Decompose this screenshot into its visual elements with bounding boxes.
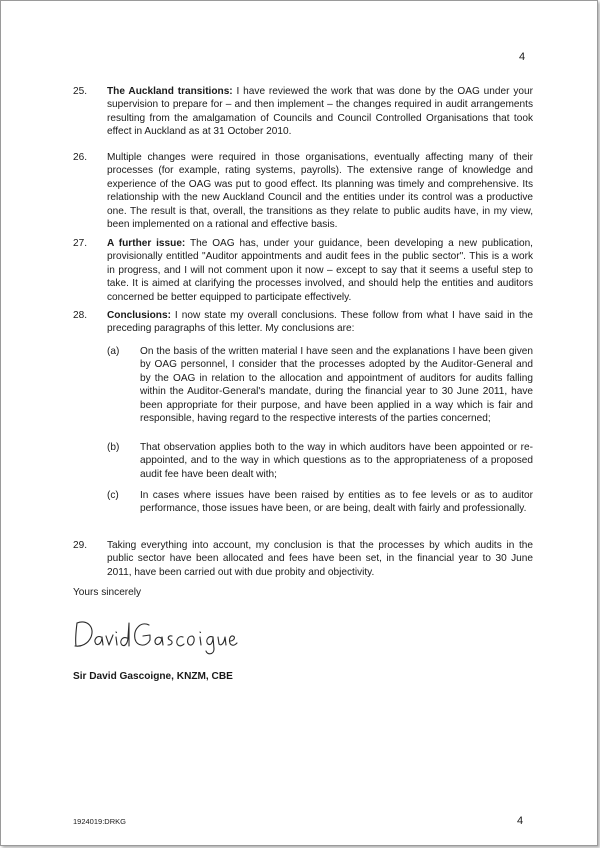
page-number-top: 4 [519,51,526,63]
paragraph-text: I now state my overall conclusions. These follow from what I have said in the preceding paragraphs of this letter. My conclusions are: [107,310,533,335]
paragraph-text: Taking everything into account, my conclusion is that the processes by which audits in the public sector have been allocated and fees have been set, in the financial year to 30 June 2011, have been carried out with due probity and objectivity. [107,540,533,578]
paragraph-number: 28. [73,310,88,321]
paragraph-27 [73,237,533,304]
subpoint-text: That observation applies both to the way in which auditors have been appointed or re-appointed, and to the way in which questions as to the appropriateness of a proposed audit fee have been dealt with; [140,442,533,480]
paragraph-heading: Conclusions: [107,310,171,321]
paragraph-heading: The Auckland transitions: [107,86,233,97]
subpoint-c [107,489,533,516]
subpoint-b [107,441,533,481]
paragraph-number: 29. [73,540,88,551]
paragraph-text: The OAG has, under your guidance, been developing a new publication, provisionally entitled "Auditor appointments and audit fees in the public sector". This is a work in progress, and I will not comment upon it now – except to say that it seems a useful step to take. It is aimed at clarifying the processes involved, and should help the entities and auditors concerned be better equipped to participate effectively. [107,238,533,303]
paragraph-number: 26. [73,152,88,163]
paragraph-25 [73,85,533,139]
subpoint-text: On the basis of the written material I have seen and the explanations I have been given by OAG personnel, I consider that the processes adopted by the Auditor-General and by the OAG in relation to the allocation and appointment of auditors for audits falling within the Auditor-General's mandate, during the financial year to 30 June 2011, have been appropriate for their purpose, and have been applied in a way which is fair and responsible, having regard to the respective interests of the parties concerned; [140,346,533,425]
paragraph-number: 27. [73,238,88,249]
closing-salutation: Yours sincerely [73,587,142,598]
subpoint-a [107,345,533,425]
paragraph-text: I have reviewed the work that was done by the OAG under your supervision to prepare for – and then implement – the changes required in audit arrangements resulting from the amalgamation of Councils and Council Controlled Organisations that took effect in Auckland as at 31 October 2010. [107,86,533,138]
paragraph-29 [73,539,533,579]
subpoint-label: (a) [107,346,120,357]
page-number-bottom: 4 [517,815,524,827]
subpoint-label: (c) [107,490,119,501]
subpoint-text: In cases where issues have been raised by entities as to fee levels or as to auditor performance, those issues have been, or are being, dealt with fairly and professionally. [140,490,533,515]
paragraph-26 [73,151,533,231]
paragraph-28 [73,309,533,336]
handwritten-signature [71,613,241,657]
document-reference: 1924019:DRKG [73,817,126,826]
paragraph-heading: A further issue: [107,238,186,249]
subpoint-label: (b) [107,442,120,453]
signer-name: Sir David Gascoigne, KNZM, CBE [73,671,233,682]
paragraph-text: Multiple changes were required in those organisations, eventually affecting many of their processes (for example, rating systems, payrolls). The extensive range of knowledge and experience of the OAG was put to good effect. Its planning was timely and comprehensive. Its relationship with the new Auckland Council and the entities under its control was a productive one. The result is that, overall, the transitions as they relate to public audits have, in my view, been implemented on a rational and effective basis. [107,152,533,231]
paragraph-number: 25. [73,86,88,97]
